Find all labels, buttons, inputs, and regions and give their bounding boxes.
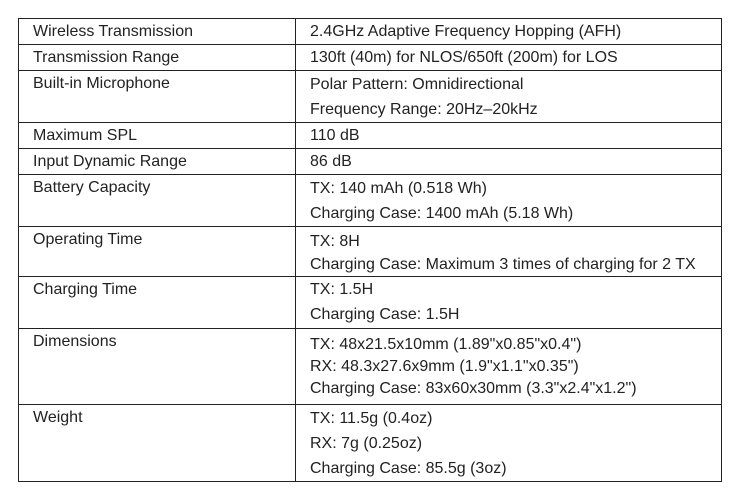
spec-value — [296, 405, 722, 482]
spec-value-line: Frequency Range: 20Hz–20kHz — [310, 101, 538, 118]
spec-value-line: 110 dB — [310, 127, 360, 144]
spec-label: Operating Time — [19, 227, 296, 277]
table-row — [19, 227, 722, 277]
spec-value — [296, 19, 722, 45]
spec-value-line: TX: 48x21.5x10mm (1.89"x0.85"x0.4") — [310, 336, 582, 353]
spec-value-line: 2.4GHz Adaptive Frequency Hopping (AFH) — [310, 23, 622, 40]
table-row — [19, 175, 722, 227]
spec-value — [296, 123, 722, 149]
table-row — [19, 123, 722, 149]
spec-value — [296, 227, 722, 277]
spec-value-line: Charging Case: 83x60x30mm (3.3"x2.4"x1.2") — [310, 380, 637, 397]
spec-value — [296, 45, 722, 71]
table-row — [19, 71, 722, 123]
spec-label: Maximum SPL — [19, 123, 296, 149]
spec-value-line: 86 dB — [310, 153, 352, 170]
spec-value-line: TX: 8H — [310, 233, 360, 250]
spec-value-line: Charging Case: 1400 mAh (5.18 Wh) — [310, 205, 574, 222]
spec-value — [296, 277, 722, 329]
spec-value-line: Charging Case: Maximum 3 times of charging for 2 TX — [310, 256, 696, 273]
table-row — [19, 405, 722, 482]
spec-value — [296, 149, 722, 175]
spec-value — [296, 329, 722, 405]
table-row — [19, 19, 722, 45]
spec-label: Wireless Transmission — [19, 19, 296, 45]
spec-label: Dimensions — [19, 329, 296, 405]
spec-value — [296, 175, 722, 227]
spec-label: Charging Time — [19, 277, 296, 329]
spec-value-line: RX: 7g (0.25oz) — [310, 435, 423, 452]
spec-label: Built-in Microphone — [19, 71, 296, 123]
spec-value-line: 130ft (40m) for NLOS/650ft (200m) for LOS — [310, 49, 618, 66]
spec-label: Weight — [19, 405, 296, 482]
spec-value-line: TX: 140 mAh (0.518 Wh) — [310, 180, 487, 197]
spec-value-line: TX: 11.5g (0.4oz) — [310, 410, 433, 427]
spec-value-line: Polar Pattern: Omnidirectional — [310, 76, 524, 93]
spec-value-line: TX: 1.5H — [310, 281, 374, 298]
table-row — [19, 277, 722, 329]
spec-label: Input Dynamic Range — [19, 149, 296, 175]
spec-value — [296, 71, 722, 123]
table-row — [19, 149, 722, 175]
spec-label: Transmission Range — [19, 45, 296, 71]
spec-value-line: Charging Case: 85.5g (3oz) — [310, 460, 507, 477]
table-row — [19, 329, 722, 405]
spec-table — [18, 18, 722, 482]
spec-value-line: Charging Case: 1.5H — [310, 306, 460, 323]
spec-value-line: RX: 48.3x27.6x9mm (1.9"x1.1"x0.35") — [310, 358, 579, 375]
table-row — [19, 45, 722, 71]
spec-label: Battery Capacity — [19, 175, 296, 227]
